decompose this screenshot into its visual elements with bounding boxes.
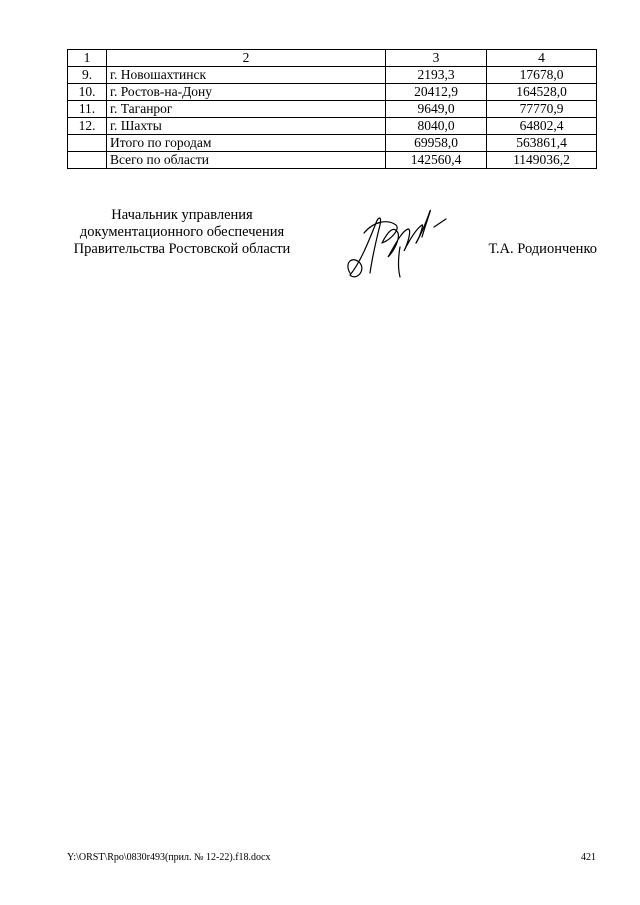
header-cell-3: 3 xyxy=(386,50,487,67)
row-name: Всего по области xyxy=(107,152,386,169)
row-col3: 9649,0 xyxy=(386,101,487,118)
row-col3: 2193,3 xyxy=(386,67,487,84)
row-col3: 69958,0 xyxy=(386,135,487,152)
table-row xyxy=(68,67,597,84)
row-col4: 17678,0 xyxy=(487,67,597,84)
position-line: Начальник управления xyxy=(111,207,253,223)
table-row-total xyxy=(68,152,597,169)
table-row xyxy=(68,101,597,118)
table-header-row xyxy=(68,50,597,67)
row-col4: 64802,4 xyxy=(487,118,597,135)
row-col3: 8040,0 xyxy=(386,118,487,135)
row-col4: 77770,9 xyxy=(487,101,597,118)
row-number: 10. xyxy=(68,84,107,101)
table-row xyxy=(68,118,597,135)
footer-file-path: Y:\ORST\Rpo\0830r493(прил. № 12-22).f18.docx xyxy=(67,852,271,863)
row-number: 12. xyxy=(68,118,107,135)
row-col4: 563861,4 xyxy=(487,135,597,152)
data-table xyxy=(67,49,597,169)
row-name: г. Ростов-на-Дону xyxy=(107,84,386,101)
row-name: г. Шахты xyxy=(107,118,386,135)
table-row-subtotal xyxy=(68,135,597,152)
row-number xyxy=(68,152,107,169)
handwritten-signature xyxy=(342,203,452,285)
row-col4: 164528,0 xyxy=(487,84,597,101)
header-cell-4: 4 xyxy=(487,50,597,67)
row-col3: 20412,9 xyxy=(386,84,487,101)
row-col3: 142560,4 xyxy=(386,152,487,169)
signatory-position xyxy=(66,207,298,258)
page-number: 421 xyxy=(581,852,596,863)
row-col4: 1149036,2 xyxy=(487,152,597,169)
signer-name: Т.А. Родионченко xyxy=(488,241,597,257)
position-line: Правительства Ростовской области xyxy=(73,241,291,257)
header-cell-2: 2 xyxy=(107,50,386,67)
row-number: 9. xyxy=(68,67,107,84)
row-number: 11. xyxy=(68,101,107,118)
row-name: г. Таганрог xyxy=(107,101,386,118)
table-row xyxy=(68,84,597,101)
position-line: документационного обеспечения xyxy=(79,224,285,240)
header-cell-1: 1 xyxy=(68,50,107,67)
row-name: г. Новошахтинск xyxy=(107,67,386,84)
row-name: Итого по городам xyxy=(107,135,386,152)
row-number xyxy=(68,135,107,152)
